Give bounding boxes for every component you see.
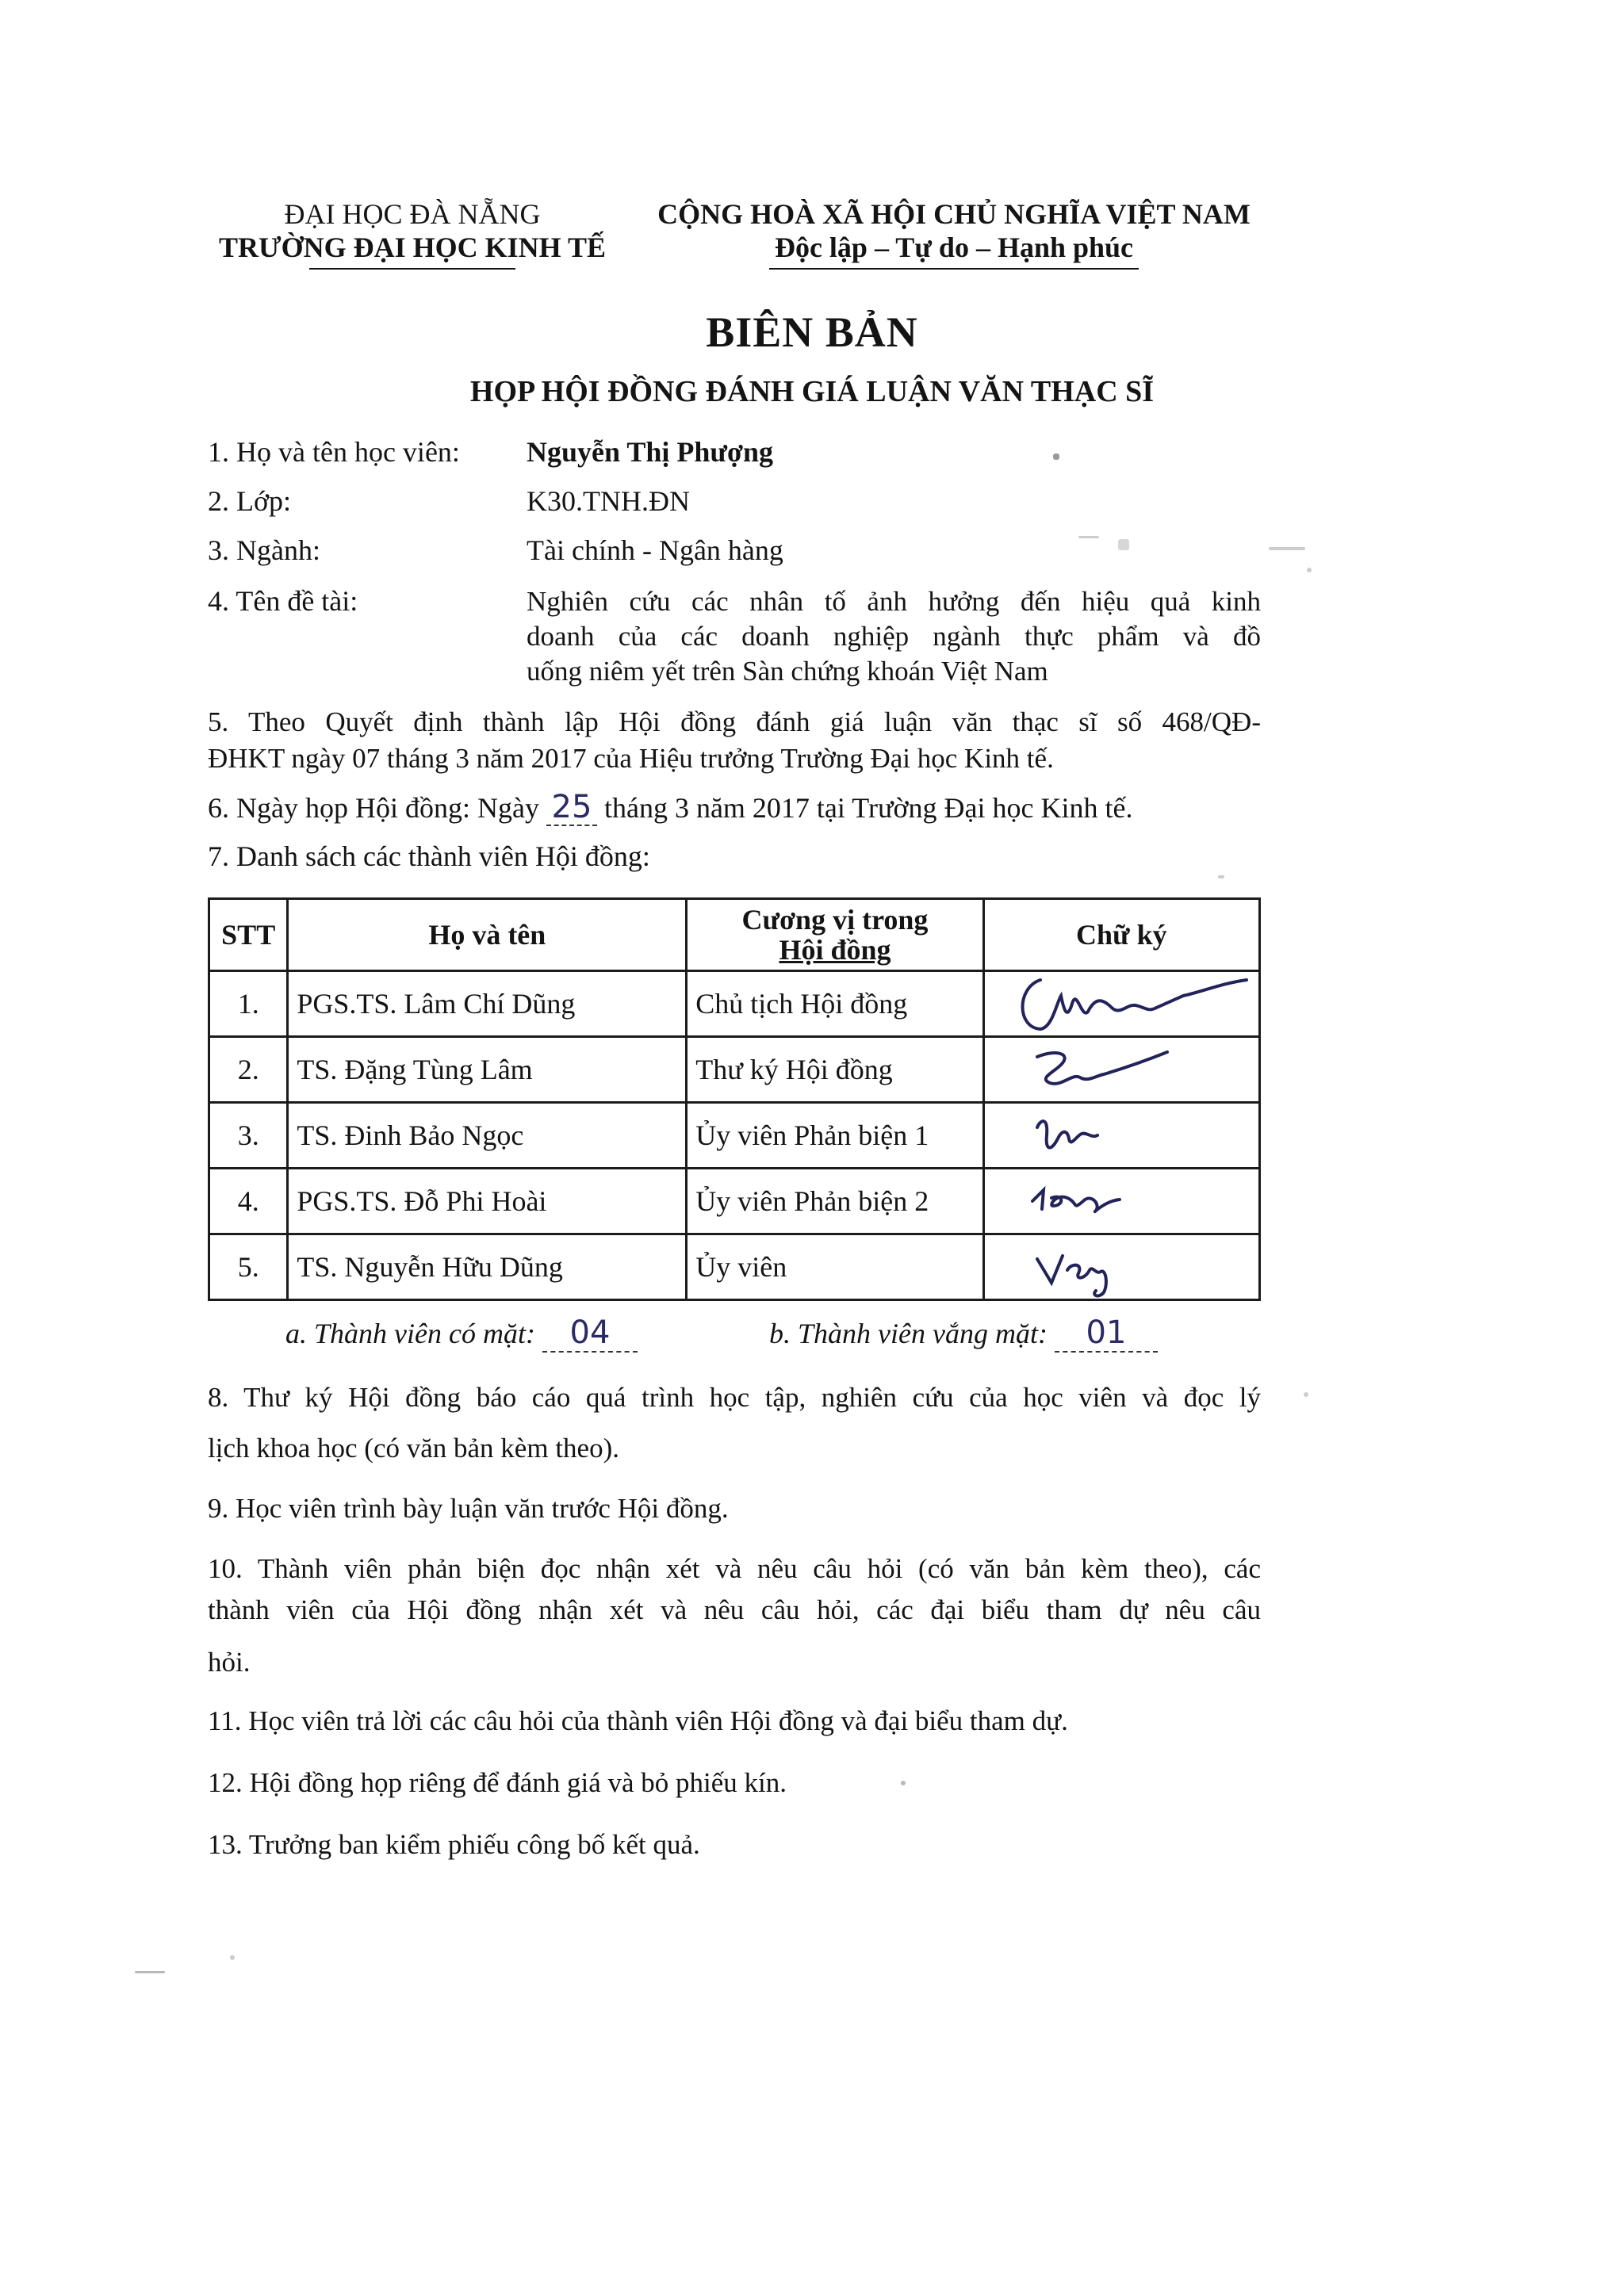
item-11: 11. Học viên trả lời các câu hỏi của thành viên Hội đồng và đại biểu tham dự.	[208, 1705, 1068, 1736]
row-name: PGS.TS. Đỗ Phi Hoài	[288, 1169, 687, 1234]
item-6-before: 6. Ngày họp Hội đồng: Ngày	[208, 792, 539, 824]
scan-speck	[1053, 453, 1059, 460]
table-row	[209, 1103, 1260, 1169]
attendance-present-value: 04	[542, 1314, 638, 1353]
header-school-underline	[309, 268, 515, 270]
scan-speck	[1218, 875, 1224, 878]
handwritten-signature-5	[985, 1235, 1258, 1299]
table-row	[209, 971, 1260, 1037]
row-stt: 5.	[209, 1234, 288, 1300]
item-8-line-1: 8. Thư ký Hội đồng báo cáo quá trình học tập, nghiên cứu của học viên và đọc lý	[208, 1382, 1261, 1413]
row-role: Ủy viên Phản biện 2	[687, 1169, 983, 1234]
header-motto-underline	[769, 268, 1139, 270]
item-5-line-1: 5. Theo Quyết định thành lập Hội đồng đánh giá luận văn thạc sĩ số 468/QĐ-	[208, 706, 1261, 737]
scan-speck	[1078, 536, 1099, 538]
row-name: PGS.TS. Lâm Chí Dũng	[288, 971, 687, 1037]
field-topic-label: 4. Tên đề tài:	[208, 585, 358, 617]
row-role: Chủ tịch Hội đồng	[687, 971, 983, 1037]
members-table	[208, 897, 1261, 1301]
row-stt: 2.	[209, 1037, 288, 1103]
item-5-line-2: ĐHKT ngày 07 tháng 3 năm 2017 của Hiệu trưởng Trường Đại học Kinh tế.	[208, 743, 1054, 774]
field-major-label: 3. Ngành:	[208, 534, 320, 566]
item-7: 7. Danh sách các thành viên Hội đồng:	[208, 840, 650, 872]
scan-speck	[1269, 547, 1305, 550]
header-university: ĐẠI HỌC ĐÀ NẴNG	[284, 198, 541, 230]
header-signature: Chữ ký	[983, 899, 1259, 971]
header-name: Họ và tên	[288, 899, 687, 971]
field-student-name-label: 1. Họ và tên học viên:	[208, 436, 460, 468]
document-subtitle: HỌP HỘI ĐỒNG ĐÁNH GIÁ LUẬN VĂN THẠC SĨ	[469, 375, 1155, 408]
scan-speck	[135, 1971, 165, 1973]
header-stt: STT	[209, 899, 288, 971]
item-6	[208, 790, 1132, 826]
row-stt: 1.	[209, 971, 288, 1037]
header-school: TRƯỜNG ĐẠI HỌC KINH TẾ	[218, 232, 607, 263]
row-role: Ủy viên Phản biện 1	[687, 1103, 983, 1169]
signature-cell	[983, 1103, 1259, 1169]
item-13: 13. Trưởng ban kiểm phiếu công bố kết quả.	[208, 1829, 700, 1860]
scan-speck	[1118, 539, 1129, 550]
attendance-present	[285, 1314, 638, 1353]
row-name: TS. Đinh Bảo Ngọc	[288, 1103, 687, 1169]
attendance-absent-label: b. Thành viên vắng mặt:	[769, 1318, 1048, 1349]
field-topic-line-2: doanh của các doanh nghiệp ngành thực phẩm và đồ	[527, 621, 1261, 652]
signature-cell	[983, 971, 1259, 1037]
item-6-day-handwritten: 25	[546, 790, 597, 826]
document-title: BIÊN BẢN	[706, 308, 918, 356]
row-name: TS. Đặng Tùng Lâm	[288, 1037, 687, 1103]
header-role-line-2: Hội đồng	[779, 934, 891, 966]
scan-speck	[230, 1955, 235, 1960]
table-header-row	[209, 899, 1260, 971]
table-row	[209, 1169, 1260, 1234]
header-motto: Độc lập – Tự do – Hạnh phúc	[774, 232, 1134, 263]
scan-speck	[1307, 568, 1312, 572]
item-10-line-3: hỏi.	[208, 1647, 251, 1678]
scan-speck	[901, 1781, 906, 1785]
handwritten-signature-1	[985, 972, 1258, 1035]
field-topic-line-1: Nghiên cứu các nhân tố ảnh hưởng đến hiệu quả kinh	[527, 586, 1261, 617]
field-student-name-value: Nguyễn Thị Phượng	[527, 436, 773, 468]
signature-cell	[983, 1037, 1259, 1103]
field-class-label: 2. Lớp:	[208, 485, 292, 517]
attendance-present-label: a. Thành viên có mặt:	[285, 1318, 535, 1349]
item-8-line-2: lịch khoa học (có văn bản kèm theo).	[208, 1433, 619, 1464]
item-9: 9. Học viên trình bày luận văn trước Hội đồng.	[208, 1493, 729, 1524]
header-role	[687, 899, 983, 971]
attendance-absent	[769, 1314, 1158, 1353]
signature-cell	[983, 1234, 1259, 1300]
table-row	[209, 1037, 1260, 1103]
item-10-line-1: 10. Thành viên phản biện đọc nhận xét và nêu câu hỏi (có văn bản kèm theo), các	[208, 1553, 1261, 1584]
field-topic-line-3: uống niêm yết trên Sàn chứng khoán Việt Nam	[527, 656, 1048, 687]
row-role: Thư ký Hội đồng	[687, 1037, 983, 1103]
handwritten-signature-3	[985, 1104, 1258, 1167]
row-role: Ủy viên	[687, 1234, 983, 1300]
row-stt: 3.	[209, 1103, 288, 1169]
field-class-value: K30.TNH.ĐN	[527, 485, 690, 517]
header-republic: CỘNG HOÀ XÃ HỘI CHỦ NGHĨA VIỆT NAM	[657, 198, 1251, 230]
table-row	[209, 1234, 1260, 1300]
item-12: 12. Hội đồng họp riêng để đánh giá và bỏ phiếu kín.	[208, 1767, 787, 1798]
handwritten-signature-4	[985, 1169, 1258, 1233]
field-major-value: Tài chính - Ngân hàng	[527, 534, 783, 566]
handwritten-signature-2	[985, 1038, 1258, 1101]
header-role-line-1: Cương vị trong	[741, 904, 929, 936]
item-6-after: tháng 3 năm 2017 tại Trường Đại học Kinh tế.	[603, 792, 1133, 824]
row-stt: 4.	[209, 1169, 288, 1234]
attendance-absent-value: 01	[1055, 1314, 1158, 1353]
signature-cell	[983, 1169, 1259, 1234]
item-10-line-2: thành viên của Hội đồng nhận xét và nêu câu hỏi, các đại biểu tham dự nêu câu	[208, 1594, 1261, 1625]
row-name: TS. Nguyễn Hữu Dũng	[288, 1234, 687, 1300]
scan-speck	[1304, 1392, 1308, 1397]
